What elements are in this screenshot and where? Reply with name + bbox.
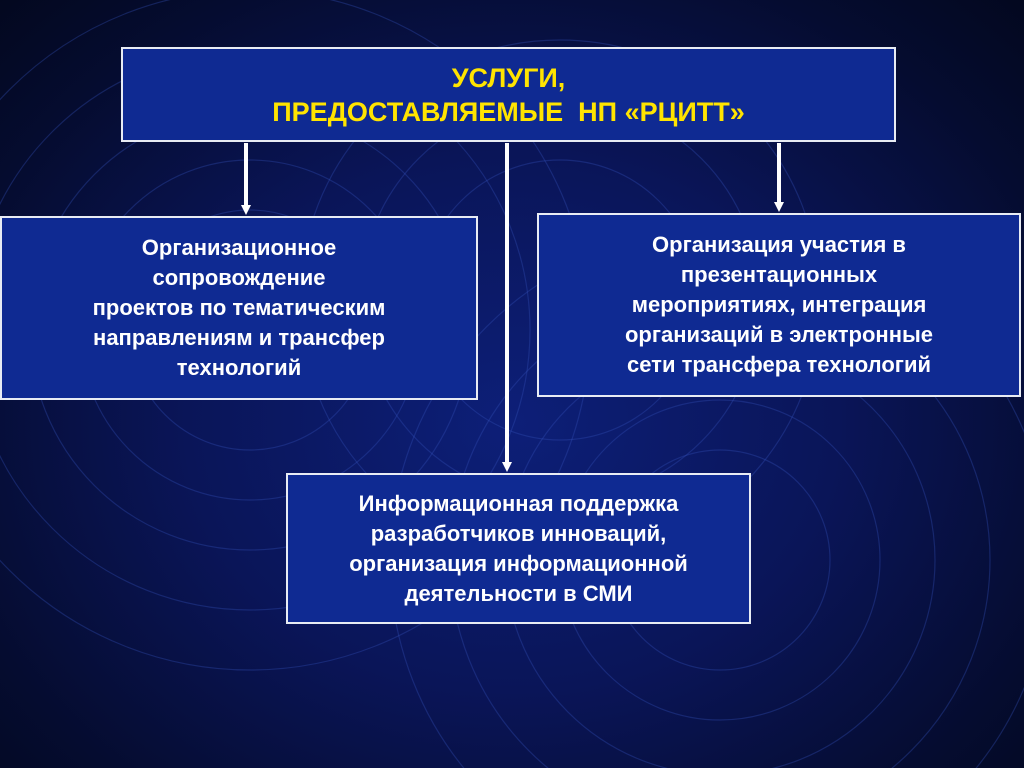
left-box-line: Организационное: [141, 235, 337, 260]
right-box-line: Организация участия в: [652, 232, 906, 257]
left-box-line: направлениям и трансфер: [93, 325, 385, 350]
service-box-presentation-events: [537, 213, 1021, 397]
bottom-box-line: организация информационной: [349, 550, 688, 576]
right-box-line: организаций в электронные: [624, 322, 934, 347]
service-box-project-support: [0, 216, 478, 400]
bottom-box-line: деятельности в СМИ: [404, 580, 633, 606]
right-box-line: мероприятиях, интеграция: [631, 292, 927, 317]
left-box-line: сопровождение: [152, 265, 326, 290]
right-box-line: презентационных: [680, 262, 878, 287]
title-line-1: УСЛУГИ,: [451, 62, 566, 93]
bottom-box-line: разработчиков инноваций,: [370, 520, 667, 546]
left-box-line: технологий: [176, 355, 302, 380]
service-box-information-support: [286, 473, 751, 624]
left-box-line: проектов по тематическим: [92, 295, 386, 320]
title-line-2: ПРЕДОСТАВЛЯЕМЫЕ НП «РЦИТТ»: [272, 96, 745, 127]
title-box: [121, 47, 896, 142]
bottom-box-line: Информационная поддержка: [358, 490, 679, 516]
right-box-line: сети трансфера технологий: [626, 352, 931, 377]
